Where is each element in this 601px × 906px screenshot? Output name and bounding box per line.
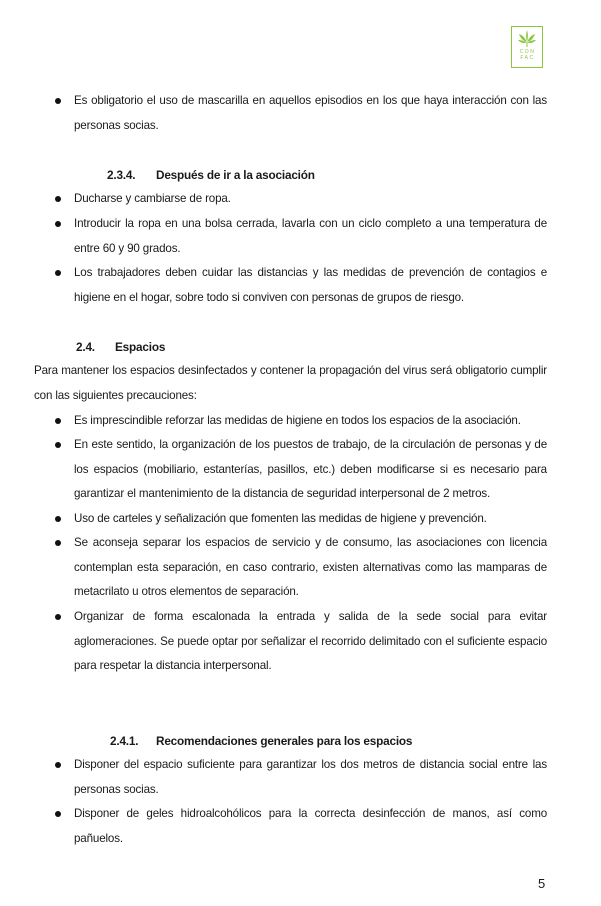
list-item: Disponer de geles hidroalcohólicos para la correcta desinfección de manos, así como pañuelos. (74, 802, 547, 851)
logo-text-line1: CON (519, 49, 536, 55)
list-item: Se aconseja separar los espacios de servicio y de consumo, las asociaciones con licencia contemplan esta separación, en caso contrario, existen alternativas como las mamparas de metacrilato u otros elementos de separación. (74, 531, 547, 605)
list-item: Disponer del espacio suficiente para garantizar los dos metros de distancia social entre las personas socias. (74, 753, 547, 802)
section-heading-2-4 (76, 338, 165, 356)
list-item: Los trabajadores deben cuidar las distancias y las medidas de prevención de contagios e higiene en el hogar, sobre todo si conviven con personas de grupos de riesgo. (74, 261, 547, 310)
section-number: 2.4.1. (110, 734, 139, 748)
list-item: En este sentido, la organización de los puestos de trabajo, de la circulación de personas y de los espacios (mobiliario, estanterías, pasillos, etc.) deben modificarse si es necesario para garantizar el mantenimiento de la distancia de seguridad interpersonal de 2 metros. (74, 433, 547, 507)
section-title: Después de ir a la asociación (156, 168, 315, 182)
list-item: Es imprescindible reforzar las medidas de higiene en todos los espacios de la asociación. (74, 409, 547, 434)
list-item: Organizar de forma escalonada la entrada y salida de la sede social para evitar aglomeraciones. Se puede optar por señalizar el recorrido delimitado con el suficiente espacio para respetar la distancia interpersonal. (74, 605, 547, 679)
section-title: Espacios (115, 340, 166, 354)
section-heading-2-3-4 (107, 166, 315, 184)
section-heading-2-4-1 (110, 732, 412, 750)
list-item: Introducir la ropa en una bolsa cerrada, lavarla con un ciclo completo a una temperatura de entre 60 y 90 grados. (74, 212, 547, 261)
section-number: 2.4. (76, 340, 95, 354)
list-item: Uso de carteles y señalización que fomenten las medidas de higiene y prevención. (74, 507, 547, 532)
section-title: Recomendaciones generales para los espacios (156, 734, 413, 748)
section-number: 2.3.4. (107, 168, 136, 182)
list-item: Es obligatorio el uso de mascarilla en aquellos episodios en los que haya interacción con las personas socias. (74, 89, 547, 138)
list-item: Ducharse y cambiarse de ropa. (74, 187, 547, 212)
logo-text-line2: FAC (520, 55, 535, 61)
page-number: 5 (538, 876, 546, 891)
intro-paragraph: Para mantener los espacios desinfectados y contener la propagación del virus será obligatorio cumplir con las siguientes precauciones: (34, 364, 547, 402)
